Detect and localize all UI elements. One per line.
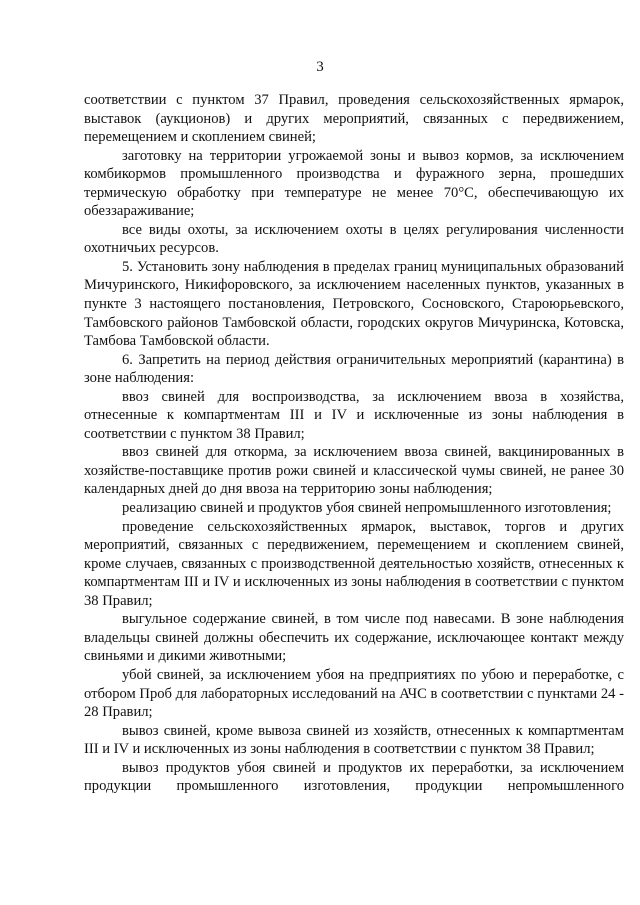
paragraph-hunting: все виды охоты, за исключением охоты в целях регулирования численности охотничьих ресурсов.: [84, 221, 624, 257]
paragraph-sale: реализацию свиней и продуктов убоя свиней непромышленного изготовления;: [122, 500, 612, 517]
paragraph-item-5: 5. Установить зону наблюдения в пределах границ муниципальных образований Мичуринского, Никифоровского, за исключением населенных пунктов, указанных в пункте 3 настоящего постановления, Петровского, Сосновского, Староюрьевского, Тамбовского районов Тамбовской области, городских округов Мичуринска, Котовска, Тамбова Тамбовской области.: [84, 258, 624, 350]
paragraph-feed-procurement: заготовку на территории угрожаемой зоны и вывоз кормов, за исключением комбикормов промышленного производства и фуражного зерна, прошедших термическую обработку при температуре не менее 70°С, обеспечивающую их обеззараживание;: [84, 147, 624, 220]
document-body: [84, 91, 624, 796]
page-number: 3: [316, 59, 324, 75]
paragraph-slaughter: убой свиней, за исключением убоя на предприятиях по убою и переработке, с отбором Проб для лабораторных исследований на АЧС в соответствии с пунктами 24 - 28 Правил;: [84, 666, 624, 721]
paragraph-continuation: соответствии с пунктом 37 Правил, проведения сельскохозяйственных ярмарок, выставок (аукционов) и других мероприятий, связанных с передвижением, перемещением и скоплением свиней;: [84, 92, 624, 146]
paragraph-import-breeding: ввоз свиней для воспроизводства, за исключением ввоза в хозяйства, отнесенные к компартментам III и IV и исключенные из зоны наблюдения в соответствии с пунктом 38 Правил;: [84, 388, 624, 442]
paragraph-export-pigs: вывоз свиней, кроме вывоза свиней из хозяйств, отнесенных к компартментам III и IV и исключенных из зоны наблюдения в соответствии с пунктом 38 Правил;: [84, 722, 624, 758]
paragraph-free-range: выгульное содержание свиней, в том числе под навесами. В зоне наблюдения владельцы свиней должны обеспечить их содержание, исключающее контакт между свиньями и дикими животными;: [84, 611, 624, 665]
paragraph-item-6: 6. Запретить на период действия ограничительных мероприятий (карантина) в зоне наблюдения:: [84, 351, 624, 387]
paragraph-fairs: проведение сельскохозяйственных ярмарок, выставок, торгов и других мероприятий, связанных с передвижением, перемещением и скоплением свиней, кроме случаев, связанных с производственной деятельностью хозяйств, отнесенных к компартментам III и IV и исключенных из зоны наблюдения в соответствии с пунктом 38 Правил;: [84, 518, 624, 609]
paragraph-export-products: вывоз продуктов убоя свиней и продуктов их переработки, за исключением продукции промышленного изготовления, продукции непромышленного: [84, 759, 624, 795]
paragraph-import-fattening: ввоз свиней для откорма, за исключением ввоза свиней, вакцинированных в хозяйстве-поставщике против рожи свиней и классической чумы свиней, не ранее 30 календарных дней до дня ввоза на территорию зоны наблюдения;: [84, 444, 624, 498]
